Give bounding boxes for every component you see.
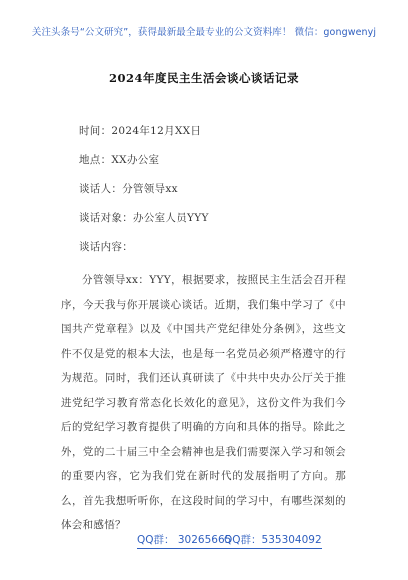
meeting-location: 地点：XX办公室 [79,154,160,166]
interviewer: 谈话人：分管领导xx [79,183,178,195]
content-label: 谈话内容： [79,241,133,253]
footer-qq-group-link-2[interactable]: QQ群：535304092 [224,532,322,549]
footer-qq-group-link-1[interactable]: QQ群： 30265665 [137,532,231,549]
document-title: 2024年度民主生活会谈心谈话记录 [108,71,299,85]
footer [0,532,408,552]
interviewee: 谈话对象：办公室人员YYY [79,212,209,224]
meeting-time: 时间：2024年12月XX日 [79,125,202,137]
body-paragraph: 分管领导xx：YYY，根据要求，按照民主生活会召开程序，今天我与你开展谈心谈话。近期，我们集中学习了《中国共产党章程》以及《中国共产党纪律处分条例》，这些文件不仅是党的根本大法，也是每一名党员必须严格遵守的行为规范。同时，我们还认真研读了《中共中央办公厅关于推进党纪学习教育常态化长效化的意见》，这份文件为我们今后的党纪学习教育提供了明确的方向和具体的指导。除此之外，党的二十届三中全会精神也是我们需要深入学习和领会的重要内容，它为我们党在新时代的发展指明了方向。那么，首先我想听听你，在这段时间的学习中，有哪些深刻的体会和感悟？ [61,274,346,531]
header-banner: 关注头条号“公文研究”，获得最新最全最专业的公文资料库！ 微信：gongwenyj [31,27,377,38]
